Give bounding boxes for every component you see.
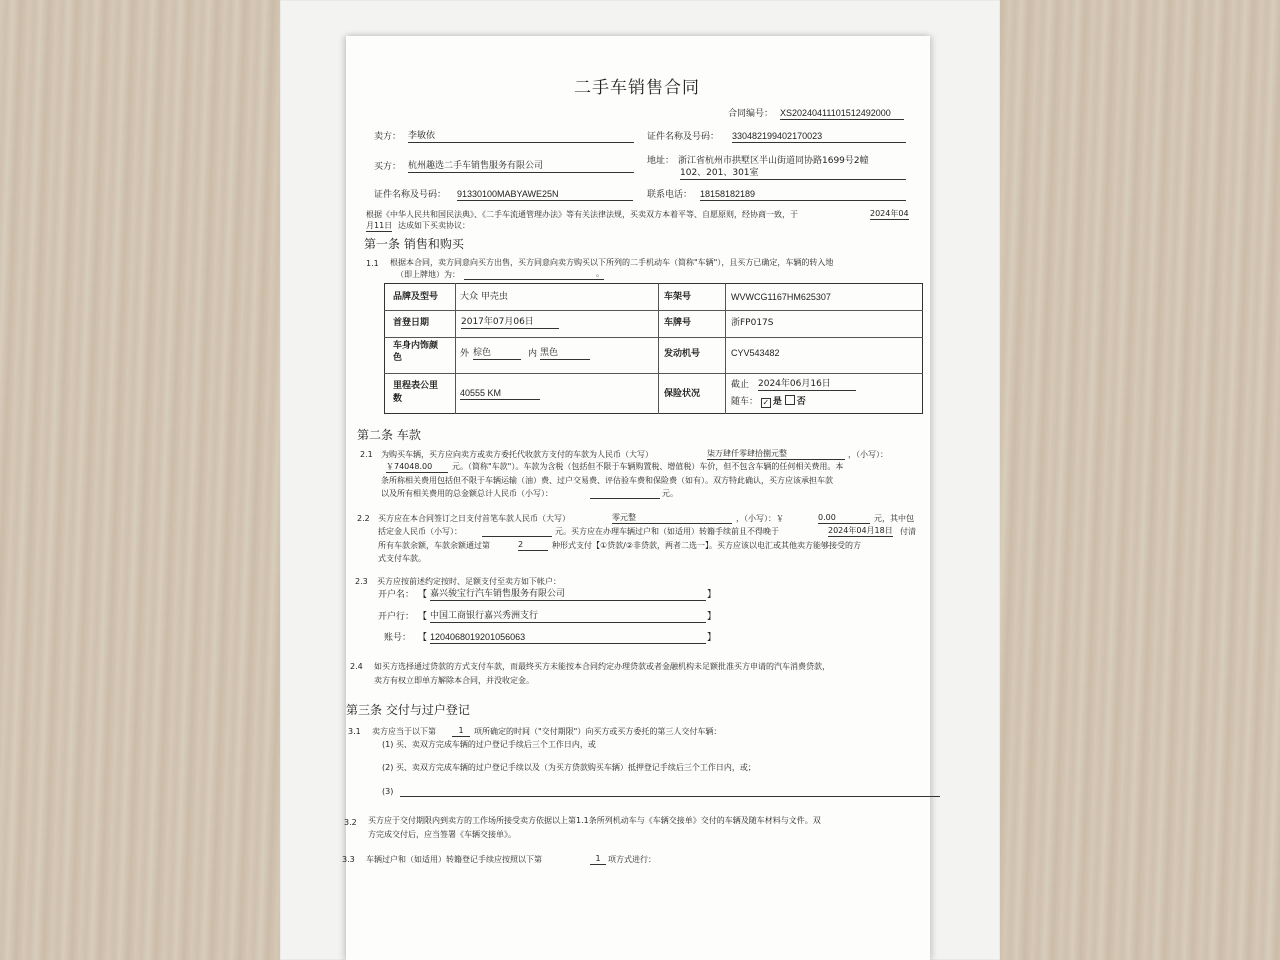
buyer-value: 杭州趣选二手车销售服务有限公司 — [408, 161, 634, 173]
mileage-label-line-2: 数 — [393, 394, 403, 404]
registration-place-blank: 。 — [464, 269, 604, 280]
with-car-text: 随车： — [731, 397, 759, 407]
bracket-open: 【 — [418, 612, 428, 622]
brand-value: 大众 甲壳虫 — [460, 292, 508, 302]
clause-2-1-number: 2.1 — [360, 450, 373, 459]
clause-3-1-number: 3.1 — [348, 727, 361, 736]
price-value: ￥74048.00 — [386, 462, 448, 473]
address-label: 地址： — [647, 156, 675, 166]
clause-3-2-number: 3.2 — [344, 818, 357, 827]
article-1-heading: 第一条 销售和购买 — [364, 237, 464, 251]
clause-2-1-line-4-end: 元。 — [662, 489, 678, 498]
contract-no-value: XS20240411101512492000 — [780, 108, 904, 120]
insurance-until-value: 2024年06月16日 — [758, 379, 856, 391]
bracket-close: 】 — [707, 612, 717, 622]
deposit-blank — [482, 526, 552, 537]
clause-2-1-line-4: 以及所有相关费用的总金额总计人民币（小写）： — [381, 489, 553, 498]
delivery-option-3-blank — [400, 786, 940, 797]
transfer-option-value: 1 — [590, 854, 606, 865]
no-label: 否 — [796, 397, 806, 407]
clause-3-3-line-1: 车辆过户和（如适用）转籍登记手续应按照以下第 — [366, 855, 542, 864]
bank-label: 开户行： — [378, 612, 415, 622]
clause-2-2-number: 2.2 — [357, 514, 370, 523]
clause-2-2-line-2: 括定金人民币（小写）： — [378, 527, 462, 536]
contract-no-label: 合同编号： — [728, 109, 774, 119]
color-label-line-1: 车身内饰颜 — [393, 341, 439, 351]
bracket-close: 】 — [707, 590, 717, 600]
table-divider — [455, 283, 456, 414]
clause-2-1-lower-label: ，（小写）： — [848, 450, 888, 459]
account-number-value: 1204068019201056063 — [430, 632, 706, 644]
preamble-text: 根据《中华人民共和国民法典》、《二手车流通管理办法》等有关法律法规，买卖双方本着平等、自愿原则，经协商一致，于 — [366, 210, 798, 219]
plate-label: 车牌号 — [664, 318, 692, 328]
seller-label: 卖方： — [374, 132, 402, 142]
bracket-close: 】 — [707, 633, 717, 643]
payment-method-value: 2 — [518, 540, 548, 551]
article-3-heading: 第三条 交付与过户登记 — [346, 703, 470, 717]
clause-1-1-line-1: 根据本合同，卖方同意向买方出售，买方同意向卖方购买以下所列的二手机动车（简称"车辆"），且买方已确定，车辆的转入地 — [390, 258, 834, 267]
no-checkbox[interactable] — [785, 395, 795, 405]
phone-label: 联系电话： — [647, 190, 693, 200]
clause-2-2-line-3-end: 种形式支付【①贷款/②非贷款，两者二选一】。买方应该以电汇或其他卖方能够接受的方 — [552, 541, 862, 550]
article-2-heading: 第二条 车款 — [357, 428, 421, 442]
yes-label: 是 — [772, 397, 782, 407]
price-upper-value: 柒万肆仟零肆拾捌元整 — [707, 449, 845, 460]
clause-2-1-line-2: 元。（简称"车款"）。车款为含税（包括但不限于车辆购置税、增值税）车价，但不包含车辆的任何相关费用。本 — [452, 462, 844, 471]
clause-2-2-line-1: 买方应在本合同签订之日支付首笔车款人民币（大写） — [378, 514, 570, 523]
address-line-2: 102、201、301室 — [680, 168, 906, 180]
clause-2-1-line-1: 为购买车辆，买方应向卖方或卖方委托代收款方支付的车款为人民币（大写） — [381, 450, 653, 459]
account-number-label: 账号： — [384, 633, 412, 643]
clause-2-2-line-3: 所有车款余额，车款余额通过第 — [378, 541, 490, 550]
address-line-1: 浙江省杭州市拱墅区半山街道同协路1699号2幢 — [678, 156, 869, 166]
buyer-id-value: 91330100MABYAWE25N — [457, 189, 633, 201]
delivery-option-2: (2) 买、卖双方完成车辆的过户登记手续以及（为买方贷款购买车辆）抵押登记手续后三个工作日内，或； — [382, 763, 756, 772]
clause-3-3-line-1-end: 项方式进行： — [608, 855, 656, 864]
preamble-text-end: 达成如下买卖协议： — [398, 221, 470, 230]
clause-1-1-line-2: （即上牌地）为： — [396, 270, 460, 279]
insurance-until-label: 截止 — [731, 380, 750, 390]
balance-deadline-value: 2024年04月18日 — [828, 526, 893, 535]
plate-value: 浙FP017S — [731, 318, 774, 328]
table-divider — [384, 337, 923, 338]
delivery-option-3: (3) — [382, 787, 394, 796]
delivery-option-value: 1 — [452, 726, 470, 737]
clause-2-2-lower-label: ，（小写）：￥ — [736, 514, 784, 523]
preamble-date-part2: 月11日 — [366, 221, 393, 230]
table-divider — [384, 373, 923, 374]
interior-label: 内 — [528, 349, 538, 359]
exterior-label: 外 — [460, 349, 470, 359]
engine-value: CYV543482 — [731, 348, 780, 358]
mileage-label-line-1: 里程表公里 — [393, 381, 439, 391]
clause-2-3-number: 2.3 — [355, 577, 368, 586]
yes-checkbox[interactable]: ✓ — [762, 398, 770, 407]
table-divider — [384, 310, 923, 311]
bank-value: 中国工商银行嘉兴秀洲支行 — [430, 611, 706, 623]
preamble-date-part1: 2024年04 — [870, 209, 909, 218]
clause-2-4-line-2: 卖方有权立即单方解除本合同，并没收定金。 — [374, 676, 534, 685]
delivery-option-1: (1) 买、卖双方完成车辆的过户登记手续后三个工作日内，或 — [382, 740, 596, 749]
table-divider — [658, 283, 659, 414]
clause-2-2-line-4: 式支付车款。 — [378, 554, 426, 563]
first-registration-value: 2017年07月06日 — [461, 317, 559, 329]
clause-2-2-line-2-end: 付清 — [900, 527, 916, 536]
with-car-label — [731, 395, 806, 408]
brand-label: 品牌及型号 — [393, 292, 439, 302]
clause-3-3-number: 3.3 — [342, 855, 355, 864]
exterior-color-value: 棕色 — [473, 348, 521, 360]
phone-value: 18158182189 — [700, 189, 906, 201]
clause-3-2-line-1: 买方应于交付期限内到卖方的工作场所接受卖方依据以上第1.1条所列机动车与《车辆交接单》交付的车辆及随车材料与文件。双 — [368, 816, 821, 825]
insurance-label: 保险状况 — [664, 389, 701, 399]
engine-label: 发动机号 — [664, 349, 701, 359]
seller-id-label: 证件名称及号码： — [647, 132, 720, 142]
clause-2-3-line-1: 买方应按前述约定按时、足额支付至卖方如下帐户： — [377, 577, 561, 586]
seller-value: 李敏依 — [408, 131, 634, 143]
account-name-label: 开户名： — [378, 590, 415, 600]
mileage-value: 40555 KM — [460, 388, 540, 400]
total-amount-blank — [590, 488, 660, 499]
buyer-label: 买方： — [374, 162, 402, 172]
down-payment-upper-value: 零元整 — [612, 513, 732, 524]
bracket-open: 【 — [418, 633, 428, 643]
vin-label: 车架号 — [664, 292, 692, 302]
clause-1-1-number: 1.1 — [366, 259, 379, 268]
account-name-value: 嘉兴骏宝行汽车销售服务有限公司 — [430, 589, 706, 601]
color-label-line-2: 色 — [393, 353, 403, 363]
bracket-open: 【 — [418, 590, 428, 600]
buyer-id-label: 证件名称及号码： — [374, 190, 447, 200]
document-title: 二手车销售合同 — [574, 78, 700, 98]
interior-color-value: 黑色 — [540, 348, 590, 360]
first-registration-label: 首登日期 — [393, 318, 430, 328]
clause-2-2-line-2-mid: 元。买方应在办理车辆过户和（如适用）转籍手续前且不得晚于 — [555, 527, 779, 536]
seller-id-value: 330482199402170023 — [732, 131, 906, 143]
clause-2-2-line-1-end: 元，其中包 — [874, 514, 914, 523]
clause-2-1-line-3: 条所称相关费用包括但不限于车辆运输（油）费、过户交易费、评估验车费和保险费（如有）。双方特此确认，买方应该承担车款 — [381, 476, 833, 485]
clause-2-4-line-1: 如买方选择通过贷款的方式支付车款，而最终买方未能按本合同约定办理贷款或者金融机构未足额批准买方申请的汽车消费贷款， — [374, 662, 830, 671]
clause-2-4-number: 2.4 — [350, 662, 363, 671]
down-payment-value: 0.00 — [818, 513, 870, 524]
vin-value: WVWCG1167HM625307 — [731, 292, 831, 302]
clause-3-1-line-1: 卖方应当于以下第 — [372, 727, 436, 736]
clause-3-1-line-1-end: 项所确定的时间（"交付期限"）向买方或买方委托的第三人交付车辆： — [474, 727, 722, 736]
table-divider — [725, 283, 726, 414]
clause-3-2-line-2: 方完成交付后，应当签署《车辆交接单》。 — [368, 830, 516, 839]
